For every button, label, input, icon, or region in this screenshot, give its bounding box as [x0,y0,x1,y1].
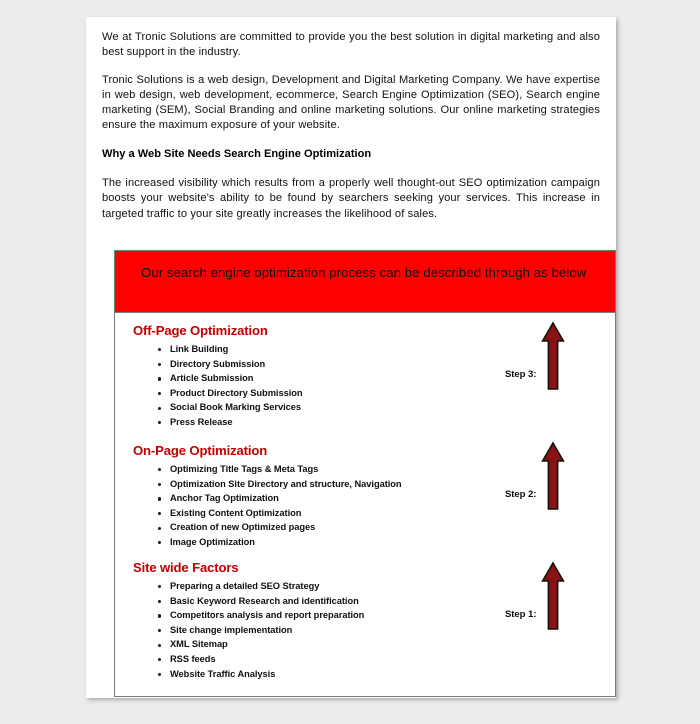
step-label-1: Step 1: [505,609,537,620]
list-item: Anchor Tag Optimization [133,491,402,506]
document-content [102,30,600,685]
group-list-off-page [133,342,303,430]
group-site-wide-factors [124,559,364,681]
up-arrow-icon [541,441,565,511]
list-item: Competitors analysis and report preparation [133,608,364,623]
group-list-on-page [133,462,402,550]
list-item: Creation of new Optimized pages [133,520,402,535]
page-left-edge [86,17,87,698]
step-block-1 [505,561,565,631]
seo-process-table [114,250,616,697]
list-item: XML Sitemap [133,637,364,652]
up-arrow-icon [541,321,565,391]
document-page [86,17,616,698]
list-item: Link Building [133,342,303,357]
step-label-2: Step 2: [505,489,537,500]
intro-paragraph-1: We at Tronic Solutions are committed to provide you the best solution in digital marketing and also best support in the industry. [102,31,600,59]
group-on-page-optimization [124,442,402,550]
group-title-on-page: On-Page Optimization [133,443,268,458]
list-item: Website Traffic Analysis [133,667,364,682]
step-block-3 [505,321,565,391]
section-paragraph: The increased visibility which results from a properly well thought-out SEO optimization campaign boosts your website's ability to be found by searchers seeking your services. This increase in targeted traffic to your site greatly increases the likelihood of sales. [102,177,600,220]
group-off-page-optimization [124,322,303,430]
list-item: Image Optimization [133,535,402,550]
process-banner [115,251,615,313]
group-title-site-wide: Site wide Factors [133,560,239,575]
step-block-2 [505,441,565,511]
list-item: Optimizing Title Tags & Meta Tags [133,462,402,477]
list-item: Directory Submission [133,357,303,372]
process-body [115,313,615,696]
group-title-off-page: Off-Page Optimization [133,323,268,338]
list-item: Article Submission [133,371,303,386]
group-list-site-wide [133,579,364,681]
process-banner-text: Our search engine optimization process can be described through as below [141,265,587,280]
intro-paragraph-2: Tronic Solutions is a web design, Development and Digital Marketing Company. We have expertise in web design, web development, ecommerce, Search Engine Optimization (SEO), Search engine marketing (SEM), Social Branding and online marketing solutions. Our online marketing strategies ensure the maximum exposure of your website. [102,73,600,132]
step-label-3: Step 3: [505,369,537,380]
list-item: Preparing a detailed SEO Strategy [133,579,364,594]
list-item: Product Directory Submission [133,386,303,401]
list-item: Optimization Site Directory and structure, Navigation [133,477,402,492]
list-item: RSS feeds [133,652,364,667]
list-item: Site change implementation [133,623,364,638]
list-item: Existing Content Optimization [133,506,402,521]
list-item: Social Book Marking Services [133,400,303,415]
up-arrow-icon [541,561,565,631]
section-heading: Why a Web Site Needs Search Engine Optimization [102,147,372,160]
list-item: Press Release [133,415,303,430]
list-item: Basic Keyword Research and identification [133,594,364,609]
